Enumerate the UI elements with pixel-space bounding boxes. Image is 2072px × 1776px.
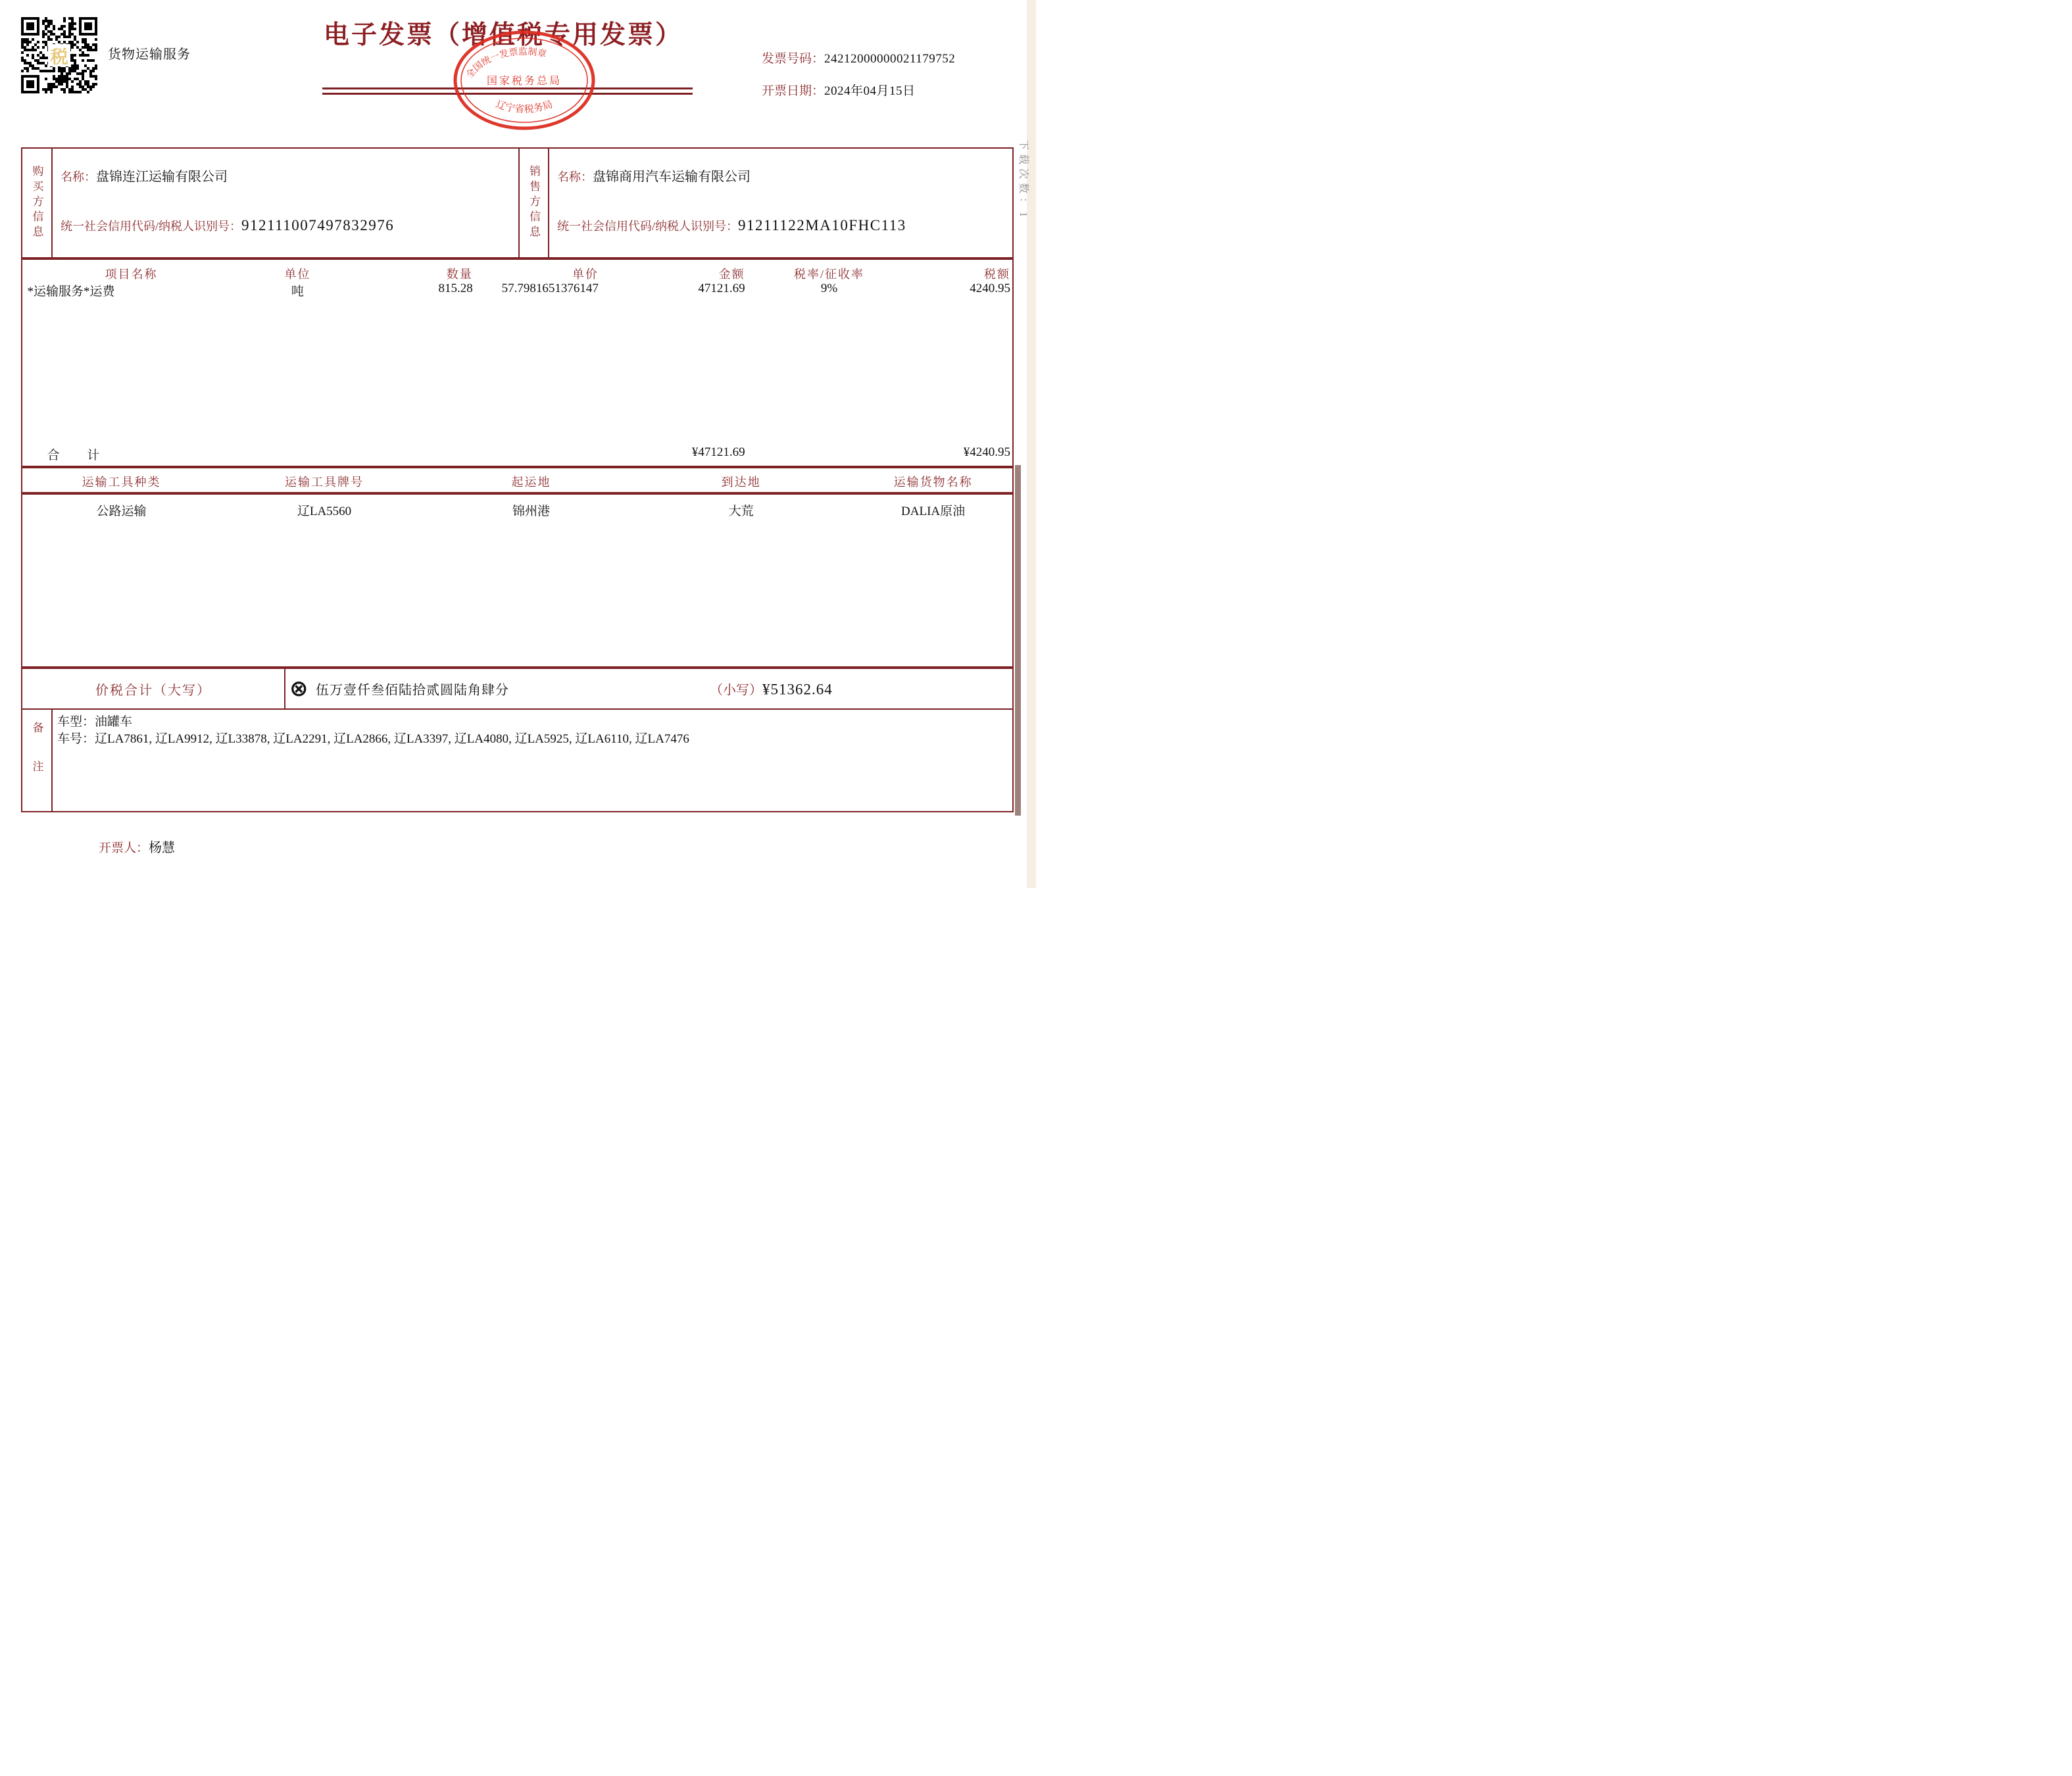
svg-text:辽宁省税务局 xyxy=(495,99,555,115)
item-tax-rate: 9% xyxy=(820,282,838,295)
drawer-line xyxy=(99,837,175,856)
vehicle-plate: 辽LA5560 xyxy=(297,505,352,518)
buyer-label-divider xyxy=(51,149,53,257)
small-amount-label: （小写） xyxy=(710,683,762,698)
seller-name-value: 盘锦商用汽车运输有限公司 xyxy=(593,170,751,184)
buyer-section-label: 购买方信息 xyxy=(30,165,43,241)
item-unit-price: 57.7981651376147 xyxy=(501,282,599,295)
invoice-page xyxy=(0,0,1036,888)
item-row xyxy=(22,282,1012,297)
item-unit: 吨 xyxy=(291,285,304,299)
item-tax: 4240.95 xyxy=(970,282,1010,295)
remarks-vehicle-numbers: 车号：辽LA7861, 辽LA9912, 辽L33878, 辽LA2291, 辽LA2866, 辽LA3397, 辽LA4080, 辽LA5925, 辽LA6110, 辽LA7476 xyxy=(57,732,689,746)
remarks-vehicle-model: 车型：油罐车 xyxy=(57,715,133,729)
vehicle-type: 公路运输 xyxy=(96,505,147,518)
amount-figures: ¥51362.64 xyxy=(762,681,833,698)
total-tax: ¥4240.95 xyxy=(963,445,1010,459)
seller-label-divider xyxy=(548,149,549,257)
amount-figures-line xyxy=(710,679,833,699)
stamp-arc-top-text: 全国统一发票监制章 xyxy=(464,47,547,81)
summary-label: 价税合计（大写） xyxy=(95,683,211,698)
seller-name-line xyxy=(557,166,751,185)
issue-date-label: 开票日期： xyxy=(762,84,825,98)
qr-code xyxy=(21,17,97,93)
col-unit: 单位 xyxy=(284,268,311,281)
col-destination: 到达地 xyxy=(721,476,761,489)
item-quantity: 815.28 xyxy=(438,282,473,295)
seller-name-label: 名称： xyxy=(557,170,593,184)
destination: 大荒 xyxy=(728,505,754,518)
total-row xyxy=(22,445,1012,461)
buyer-taxid-value: 912111007497832976 xyxy=(241,217,395,234)
party-info-box xyxy=(21,147,1014,259)
issue-date-row xyxy=(762,81,955,99)
qr-tax-glyph: 税 xyxy=(48,44,70,66)
total-amount: ¥47121.69 xyxy=(691,445,745,459)
remarks-box xyxy=(21,710,1014,812)
col-quantity: 数量 xyxy=(446,268,473,281)
service-type-label: 货物运输服务 xyxy=(108,47,191,62)
transport-row xyxy=(22,501,1012,517)
col-vehicle-plate: 运输工具牌号 xyxy=(285,476,364,489)
items-table xyxy=(21,259,1014,468)
stamp-bottom-text: 辽宁省税务局 xyxy=(494,99,555,115)
item-amount: 47121.69 xyxy=(698,282,745,295)
seller-taxid-line xyxy=(557,217,906,234)
col-cargo-name: 运输货物名称 xyxy=(893,476,973,489)
download-count: 下载次数：1 xyxy=(1018,139,1029,222)
col-tax-rate: 税率/征收率 xyxy=(794,268,865,281)
invoice-number-row xyxy=(762,49,955,66)
transport-body xyxy=(21,495,1014,668)
seller-section-label: 销售方信息 xyxy=(528,165,540,241)
buyer-taxid-line xyxy=(61,217,394,234)
col-item-name: 项目名称 xyxy=(105,268,158,281)
item-name: *运输服务*运费 xyxy=(27,285,115,299)
invoice-meta xyxy=(762,49,955,113)
col-amount: 金额 xyxy=(718,268,745,281)
scan-shadow xyxy=(1015,465,1021,816)
invoice-number-value: 24212000000021179752 xyxy=(824,52,956,66)
page-edge-strip xyxy=(1027,0,1036,888)
col-origin: 起运地 xyxy=(511,476,551,489)
summary-content xyxy=(285,669,1012,708)
issue-date-value: 2024年04月15日 xyxy=(824,84,916,98)
summary-row xyxy=(21,668,1014,710)
transport-header-band xyxy=(21,468,1014,495)
remarks-divider xyxy=(51,710,53,811)
total-label: 合计 xyxy=(47,449,128,462)
buyer-name-label: 名称： xyxy=(61,170,96,184)
remarks-section-label: 备注 xyxy=(30,722,43,799)
buyer-name-line xyxy=(61,166,228,185)
seller-taxid-value: 91211122MA10FHC113 xyxy=(738,217,906,234)
drawer-label: 开票人： xyxy=(99,841,149,855)
transport-header-row xyxy=(22,473,1012,489)
remarks-content xyxy=(57,714,1007,748)
seller-taxid-label: 统一社会信用代码/纳税人识别号： xyxy=(557,220,738,233)
tax-bureau-stamp xyxy=(449,28,600,133)
cargo-name: DALIA原油 xyxy=(901,505,966,518)
origin: 锦州港 xyxy=(512,505,551,518)
invoice-title: 电子发票（增值税专用发票） xyxy=(323,21,683,49)
stamp-middle-text: 国家税务总局 xyxy=(486,76,562,87)
buyer-taxid-label: 统一社会信用代码/纳税人识别号： xyxy=(61,220,241,233)
col-vehicle-type: 运输工具种类 xyxy=(82,476,161,489)
invoice-number-label: 发票号码： xyxy=(762,52,825,66)
drawer-name: 杨慧 xyxy=(149,841,176,855)
col-tax: 税额 xyxy=(983,268,1010,281)
col-unit-price: 单价 xyxy=(572,268,599,281)
items-header-row xyxy=(22,265,1012,281)
buyer-name-value: 盘锦连江运输有限公司 xyxy=(96,170,228,184)
amount-in-words: 伍万壹仟叁佰陆拾贰圆陆角肆分 xyxy=(316,683,509,698)
protect-symbol-icon: ⊗ xyxy=(289,676,308,702)
